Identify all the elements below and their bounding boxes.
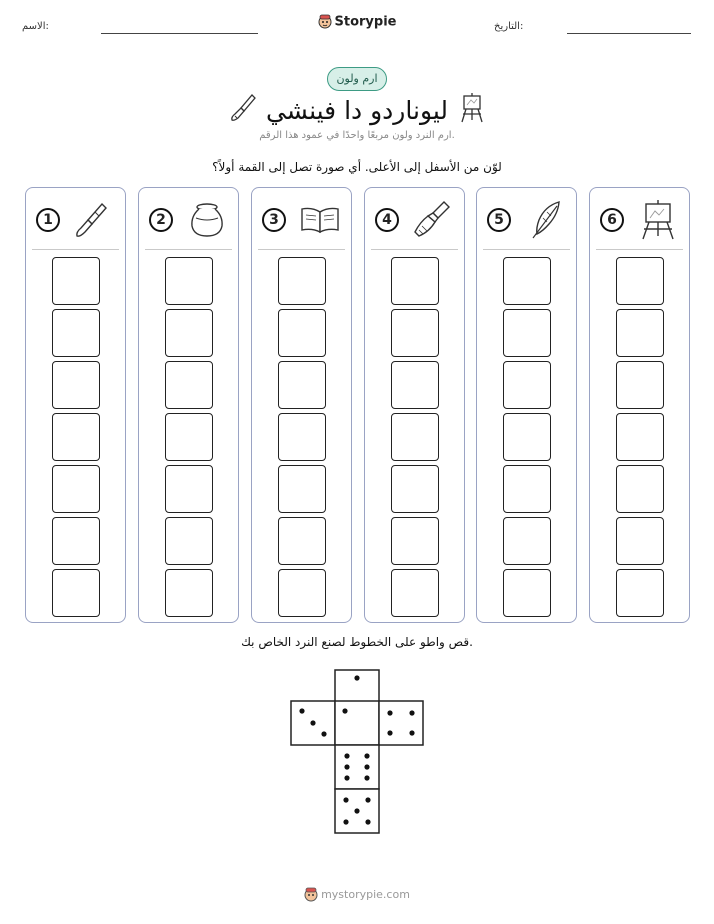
storypie-mascot-icon [318,14,332,30]
dice-pip [344,753,349,758]
dice-pip [343,819,348,824]
color-cell[interactable] [391,361,439,409]
dice-pip [354,808,359,813]
color-cell[interactable] [616,257,664,305]
footer-url[interactable]: mystorypie.com [321,888,410,901]
color-cell[interactable] [52,257,100,305]
column-number: 3 [262,208,286,232]
color-cell[interactable] [391,569,439,617]
color-cell[interactable] [52,569,100,617]
dice-pip [342,708,347,713]
column-divider [258,249,345,250]
dice-pip [343,797,348,802]
page-title: ليوناردو دا فينشي [265,96,449,125]
color-cell[interactable] [616,517,664,565]
dice-pip [364,775,369,780]
instruction-text: لوّن من الأسفل إلى الأعلى. أي صورة تصل إلى القمة أولاً؟ [212,160,502,174]
color-cell[interactable] [391,517,439,565]
dice-pip [365,819,370,824]
dice-pip [354,675,359,680]
color-cell[interactable] [391,257,439,305]
color-cell[interactable] [616,413,664,461]
color-cell[interactable] [52,361,100,409]
dice-pip [321,731,326,736]
color-cell[interactable] [278,569,326,617]
color-cell[interactable] [165,569,213,617]
column-2 [138,187,239,623]
column-divider [32,249,119,250]
column-number: 6 [600,208,624,232]
column-number: 1 [36,208,60,232]
column-number: 4 [375,208,399,232]
dice-pip [364,764,369,769]
brand-name: Storypie [334,14,397,30]
dice-pip [299,708,304,713]
dice-pip [365,797,370,802]
color-cell[interactable] [165,361,213,409]
dice-pip [409,730,414,735]
paintbrush-icon [72,198,116,242]
column-3 [251,187,352,623]
footer [0,887,714,903]
column-4 [364,187,465,623]
color-cell[interactable] [165,309,213,357]
column-number: 5 [487,208,511,232]
color-cell[interactable] [278,413,326,461]
dice-net [290,669,426,836]
brand-logo [0,14,714,30]
color-cell[interactable] [278,517,326,565]
dice-pip [387,730,392,735]
storypie-mascot-icon [304,887,318,903]
activity-badge: ارم ولون [327,67,387,91]
easel-icon [636,198,680,242]
color-cell[interactable] [616,361,664,409]
color-cell[interactable] [503,569,551,617]
dice-pip [387,710,392,715]
date-label: التاريخ: [494,21,524,32]
date-line[interactable] [567,33,691,34]
column-divider [596,249,683,250]
open-book-icon [298,198,342,242]
color-cell[interactable] [165,257,213,305]
dice-pip [409,710,414,715]
dice-pip [344,775,349,780]
color-cell[interactable] [52,465,100,513]
subtitle: ارم النرد ولون مربعًا واحدًا في عمود هذا الرقم. [259,130,455,141]
color-cell[interactable] [391,465,439,513]
dice-face-lower [335,745,379,789]
paint-pot-icon [185,198,229,242]
name-line[interactable] [101,33,258,34]
color-cell[interactable] [165,517,213,565]
column-number: 2 [149,208,173,232]
column-6 [589,187,690,623]
dice-pip [310,720,315,725]
color-cell[interactable] [616,465,664,513]
name-label: الاسم: [22,21,49,32]
color-cell[interactable] [52,309,100,357]
cut-instruction: قص واطو على الخطوط لصنع النرد الخاص بك. [241,635,473,649]
color-cell[interactable] [616,309,664,357]
color-cell[interactable] [391,309,439,357]
title-easel-icon [458,92,486,124]
color-cell[interactable] [165,465,213,513]
color-cell[interactable] [616,569,664,617]
dice-pip [344,764,349,769]
column-divider [483,249,570,250]
column-divider [371,249,458,250]
color-cell[interactable] [278,465,326,513]
color-cell[interactable] [503,517,551,565]
color-cell[interactable] [503,413,551,461]
color-cell[interactable] [503,465,551,513]
column-divider [145,249,232,250]
color-cell[interactable] [278,309,326,357]
color-cell[interactable] [391,413,439,461]
color-cell[interactable] [503,361,551,409]
color-cell[interactable] [165,413,213,461]
quill-feather-icon [523,198,567,242]
column-5 [476,187,577,623]
color-cell[interactable] [278,361,326,409]
color-cell[interactable] [52,517,100,565]
color-cell[interactable] [503,309,551,357]
wide-brush-icon [411,198,455,242]
dice-face-right [379,701,423,745]
dice-pip [364,753,369,758]
column-1 [25,187,126,623]
color-cell[interactable] [278,257,326,305]
dice-face-center [335,701,379,745]
color-cell[interactable] [52,413,100,461]
color-cell[interactable] [503,257,551,305]
